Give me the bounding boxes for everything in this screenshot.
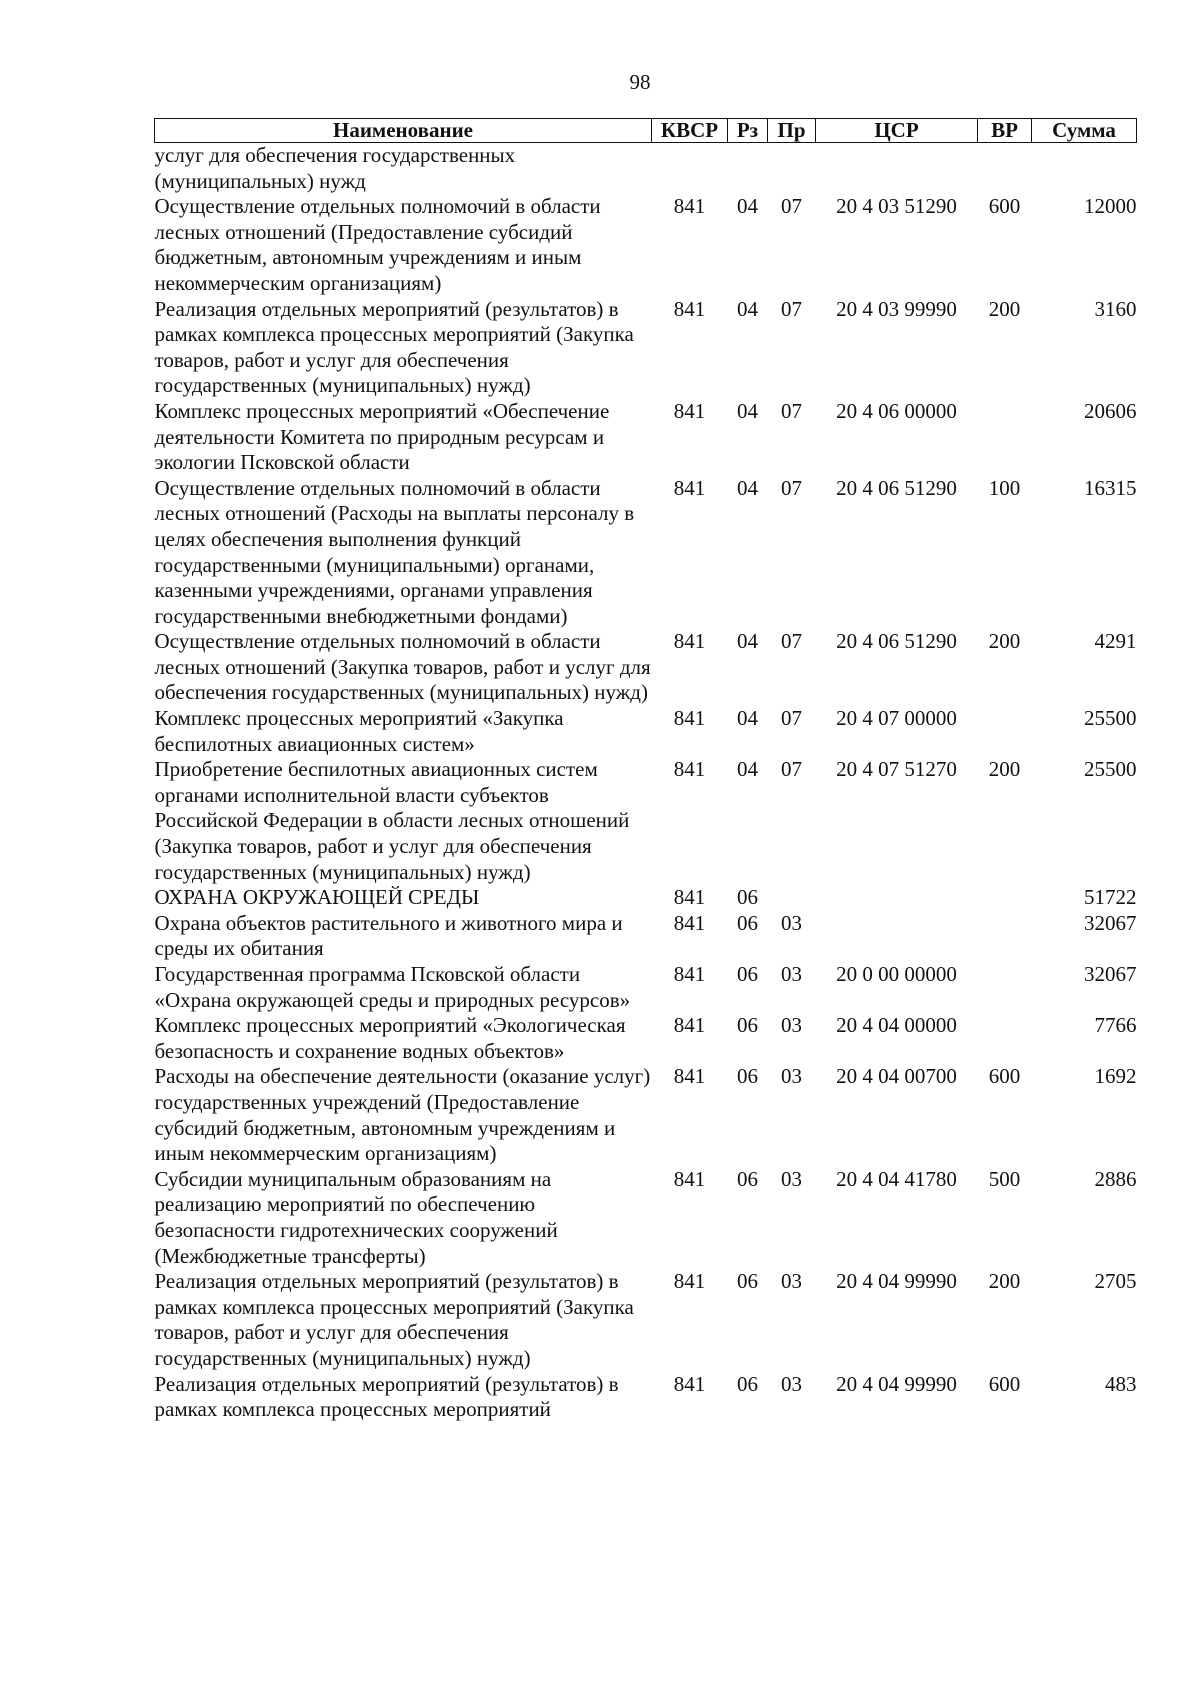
cell-rz: 06 [737, 1064, 758, 1089]
table-row [155, 885, 1137, 911]
cell-kvsr: 841 [673, 1064, 706, 1089]
cell-rz: 06 [737, 1013, 758, 1038]
cell-pr: 03 [781, 1013, 802, 1038]
cell-kvsr: 841 [673, 475, 706, 500]
cell-sum: 3160 [1094, 296, 1137, 321]
cell-csr: 20 4 07 51270 [836, 757, 957, 782]
cell-name: Комплекс процессных мероприятий «Закупка беспилотных авиационных систем» [154, 706, 564, 756]
table-row [155, 1167, 1137, 1269]
cell-csr: 20 4 04 41780 [836, 1166, 957, 1191]
cell-pr: 07 [781, 296, 802, 321]
cell-name: Комплекс процессных мероприятий «Обеспечение деятельности Комитета по природным ресурсам и экологии Псковской области [154, 398, 610, 475]
header-sum: Сумма [1032, 119, 1137, 143]
cell-csr: 20 4 04 99990 [836, 1269, 957, 1294]
cell-kvsr: 841 [673, 757, 706, 782]
cell-pr: 07 [781, 706, 802, 731]
cell-rz: 06 [737, 1166, 758, 1191]
cell-vr [978, 911, 1032, 962]
table-row [155, 757, 1137, 885]
cell-name: ОХРАНА ОКРУЖАЮЩЕЙ СРЕДЫ [154, 885, 480, 910]
cell-csr [816, 885, 978, 911]
cell-rz: 04 [737, 296, 758, 321]
cell-kvsr: 841 [673, 885, 706, 910]
cell-csr: 20 4 07 00000 [836, 706, 957, 731]
table-row [155, 706, 1137, 757]
cell-csr: 20 4 04 99990 [836, 1371, 957, 1396]
cell-rz: 06 [737, 885, 758, 910]
header-vr: ВР [978, 119, 1032, 143]
cell-name: Субсидии муниципальным образованиям на реализацию мероприятий по обеспечению безопасности гидротехнических сооружений (Межбюджетные трансферты) [154, 1166, 558, 1268]
cell-kvsr: 841 [673, 1013, 706, 1038]
cell-vr: 600 [988, 1371, 1021, 1396]
cell-csr: 20 4 03 99990 [836, 296, 957, 321]
cell-vr [978, 962, 1032, 1013]
cell-kvsr: 841 [673, 706, 706, 731]
cell-rz [728, 143, 768, 195]
cell-vr: 500 [988, 1166, 1021, 1191]
cell-vr [978, 143, 1032, 195]
cell-pr: 03 [781, 1166, 802, 1191]
cell-name: Государственная программа Псковской области «Охрана окружающей среды и природных ресурсов» [154, 962, 631, 1012]
cell-name: Приобретение беспилотных авиационных систем органами исполнительной власти субъектов Российской Федерации в области лесных отношений (Закупка товаров, работ и услуг для обеспечения государственных (муниципальных) нужд) [154, 757, 630, 884]
cell-pr: 07 [781, 398, 802, 423]
cell-rz: 04 [737, 475, 758, 500]
cell-rz: 06 [737, 1269, 758, 1294]
table-row [155, 476, 1137, 630]
header-row [155, 119, 1137, 143]
table-row [155, 297, 1137, 399]
cell-pr: 07 [781, 194, 802, 219]
cell-vr [978, 706, 1032, 757]
cell-sum: 32067 [1084, 910, 1137, 935]
header-rz: Рз [728, 119, 768, 143]
cell-kvsr: 841 [673, 629, 706, 654]
cell-sum: 483 [1105, 1371, 1137, 1396]
cell-pr: 07 [781, 629, 802, 654]
table-row [155, 1013, 1137, 1064]
cell-pr: 03 [781, 1371, 802, 1396]
cell-sum: 20606 [1084, 398, 1137, 423]
cell-rz: 06 [737, 962, 758, 986]
table-row [155, 194, 1137, 296]
cell-sum: 25500 [1084, 706, 1137, 731]
cell-pr: 07 [781, 757, 802, 782]
cell-name: Реализация отдельных мероприятий (результатов) в рамках комплекса процессных мероприятий [154, 1371, 619, 1422]
cell-rz: 06 [737, 1371, 758, 1396]
cell-kvsr: 841 [673, 962, 706, 986]
cell-name: Расходы на обеспечение деятельности (оказание услуг) государственных учреждений (Предоставление субсидий бюджетным, автономным учреждениям и иным некоммерческим организациям) [154, 1064, 651, 1166]
cell-kvsr: 841 [673, 1269, 706, 1294]
cell-name: Реализация отдельных мероприятий (результатов) в рамках комплекса процессных мероприятий (Закупка товаров, работ и услуг для обеспечения государственных (муниципальных) нужд) [154, 1269, 634, 1370]
cell-rz: 06 [737, 910, 758, 935]
cell-vr: 200 [988, 1269, 1021, 1294]
cell-pr [768, 885, 816, 911]
cell-sum [1032, 143, 1137, 195]
cell-name: Реализация отдельных мероприятий (результатов) в рамках комплекса процессных мероприятий (Закупка товаров, работ и услуг для обеспечения государственных (муниципальных) нужд) [154, 296, 634, 398]
cell-sum: 25500 [1084, 757, 1137, 782]
cell-sum: 12000 [1084, 194, 1137, 219]
header-csr: ЦСР [816, 119, 978, 143]
budget-table [154, 118, 1137, 1423]
cell-rz: 04 [737, 398, 758, 423]
cell-csr: 20 4 06 51290 [836, 629, 957, 654]
cell-csr: 20 4 03 51290 [836, 194, 957, 219]
cell-sum: 2705 [1094, 1269, 1137, 1294]
cell-name: Осуществление отдельных полномочий в области лесных отношений (Расходы на выплаты персоналу в целях обеспечения выполнения функций государственными (муниципальными) органами, казенными учреждениями, органами управления государственными внебюджетными фондами) [154, 475, 635, 628]
cell-kvsr: 841 [673, 910, 706, 935]
header-pr: Пр [768, 119, 816, 143]
cell-vr: 200 [988, 629, 1021, 654]
cell-pr: 03 [781, 1269, 802, 1294]
cell-csr [816, 143, 978, 195]
cell-rz: 04 [737, 629, 758, 654]
cell-pr [768, 143, 816, 195]
cell-rz: 04 [737, 706, 758, 731]
cell-csr: 20 4 06 51290 [836, 475, 957, 500]
cell-vr: 600 [988, 194, 1021, 219]
cell-kvsr: 841 [673, 194, 706, 219]
cell-rz: 04 [737, 194, 758, 219]
cell-csr [816, 911, 978, 962]
cell-sum: 1692 [1094, 1064, 1137, 1089]
cell-name: Осуществление отдельных полномочий в области лесных отношений (Предоставление субсидий бюджетным, автономным учреждениям и иным некоммерческим организациям) [154, 194, 601, 295]
header-kvsr: КВСР [652, 119, 728, 143]
cell-sum: 7766 [1094, 1013, 1137, 1038]
cell-pr: 03 [781, 962, 802, 986]
cell-vr [978, 399, 1032, 476]
cell-pr: 03 [781, 1064, 802, 1089]
cell-pr: 07 [781, 475, 802, 500]
table-row [155, 1372, 1137, 1423]
cell-vr: 100 [988, 475, 1021, 500]
table-row [155, 911, 1137, 962]
cell-csr: 20 4 04 00000 [836, 1013, 957, 1038]
cell-pr: 03 [781, 910, 802, 935]
cell-name: Охрана объектов растительного и животного мира и среды их обитания [154, 910, 623, 961]
cell-sum: 51722 [1084, 885, 1137, 910]
cell-kvsr: 841 [673, 398, 706, 423]
cell-kvsr [652, 143, 728, 195]
table-row [155, 962, 1137, 1013]
cell-rz: 04 [737, 757, 758, 782]
cell-sum: 32067 [1084, 962, 1137, 986]
cell-name: Осуществление отдельных полномочий в области лесных отношений (Закупка товаров, работ и услуг для обеспечения государственных (муниципальных) нужд) [154, 629, 651, 705]
cell-csr: 20 4 06 00000 [836, 398, 957, 423]
cell-name: Комплекс процессных мероприятий «Экологическая безопасность и сохранение водных объектов» [154, 1013, 626, 1063]
header-name: Наименование [155, 119, 652, 143]
cell-kvsr: 841 [673, 296, 706, 321]
table-row [155, 143, 1137, 195]
cell-vr: 200 [988, 757, 1021, 782]
cell-vr [978, 885, 1032, 911]
cell-csr: 20 4 04 00700 [836, 1064, 957, 1089]
cell-csr: 20 0 00 00000 [836, 962, 957, 986]
cell-sum: 16315 [1084, 475, 1137, 500]
table-row [155, 1269, 1137, 1371]
cell-sum: 2886 [1094, 1166, 1137, 1191]
page-number: 98 [629, 70, 651, 94]
cell-vr [978, 1013, 1032, 1064]
table-row [155, 629, 1137, 706]
cell-vr: 200 [988, 296, 1021, 321]
cell-name: услуг для обеспечения государственных (муниципальных) нужд [154, 143, 516, 193]
cell-kvsr: 841 [673, 1166, 706, 1191]
cell-kvsr: 841 [673, 1371, 706, 1396]
cell-sum: 4291 [1094, 629, 1137, 654]
cell-vr: 600 [988, 1064, 1021, 1089]
table-row [155, 1064, 1137, 1166]
table-body [155, 143, 1137, 1423]
table-row [155, 399, 1137, 476]
